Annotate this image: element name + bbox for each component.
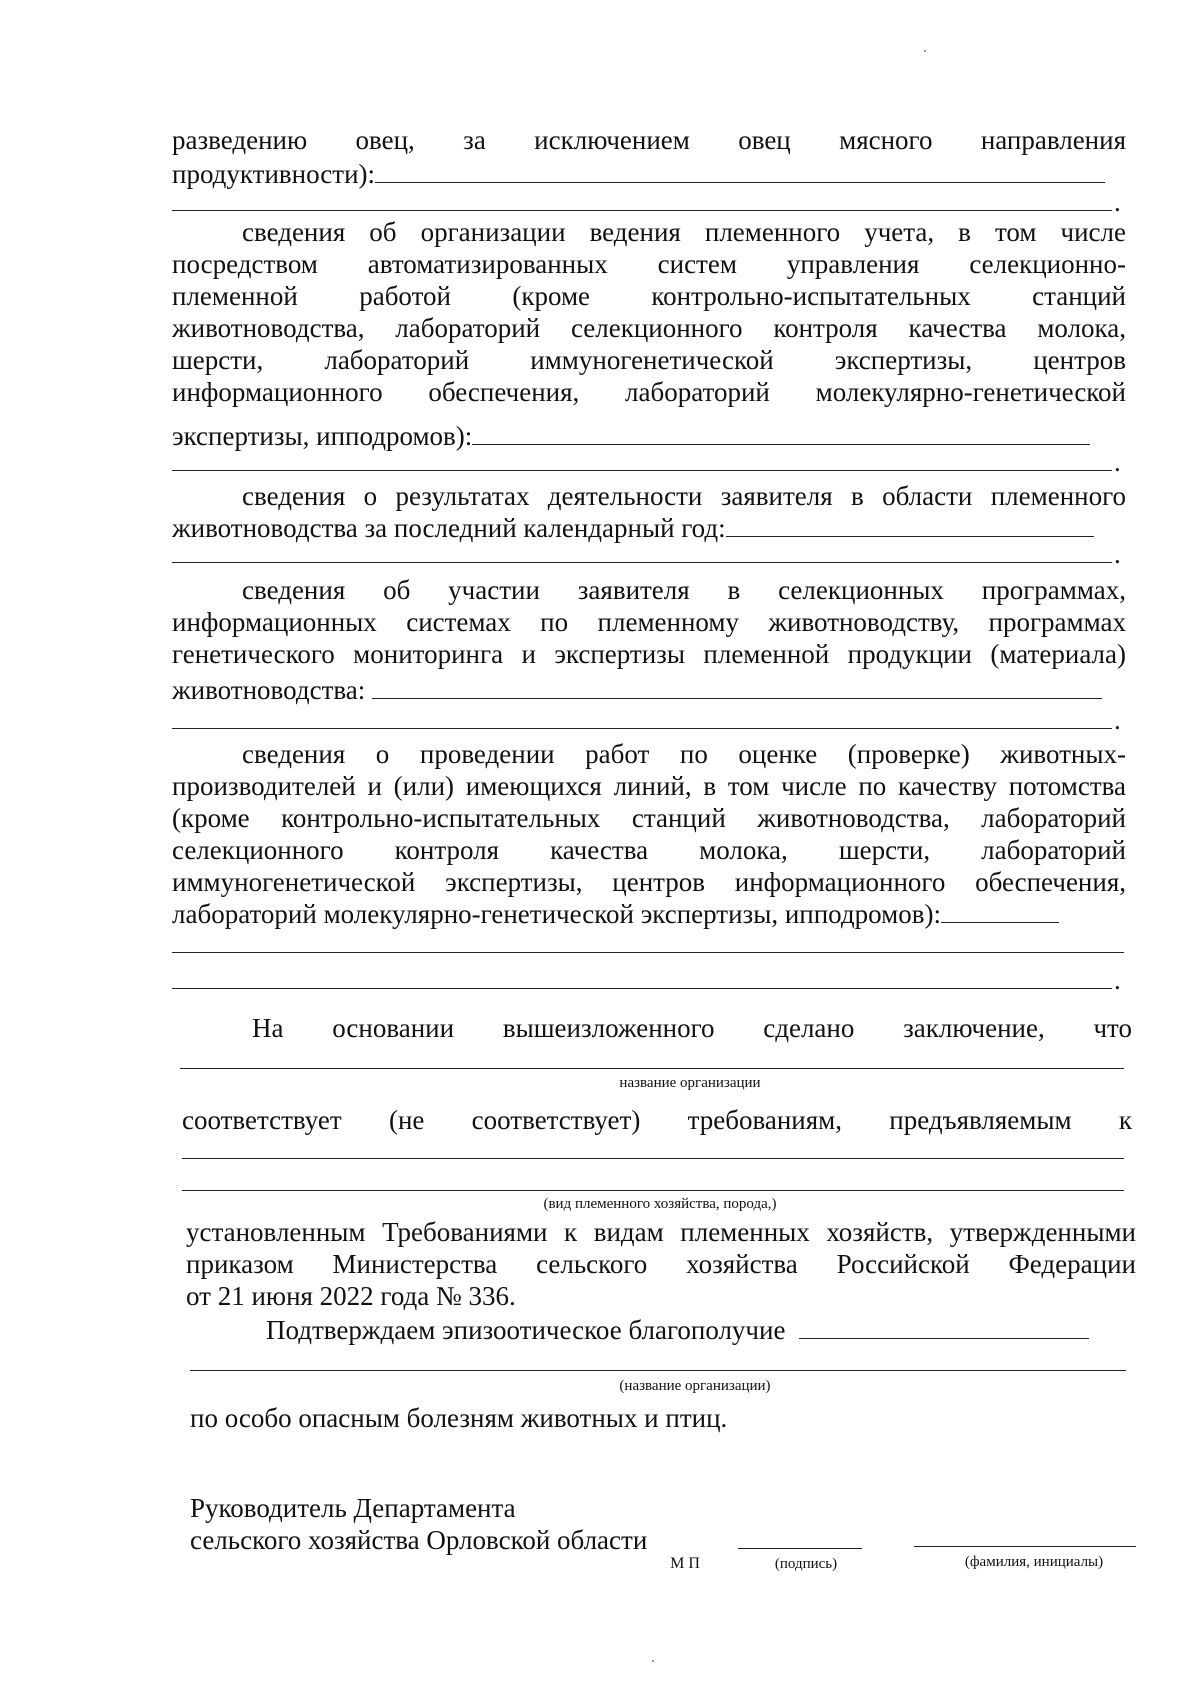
org-name-line — [180, 1068, 1124, 1069]
s3-label: животноводства за последний календарный год: — [172, 513, 726, 543]
conclusion-word: На — [252, 1013, 284, 1043]
s1-label: продуктивности): — [172, 159, 376, 189]
s4-fill-line — [372, 676, 1102, 699]
conclusion-word: соответствует — [182, 1105, 342, 1135]
mp-label: М П — [670, 1555, 700, 1572]
s4-blank-line — [172, 728, 1112, 729]
conclusion-line3-last: от 21 июня 2022 года № 336. — [186, 1281, 516, 1311]
s3-blank-line — [172, 562, 1112, 563]
s5-blank-line-2 — [172, 988, 1112, 989]
type-line-2 — [182, 1190, 1124, 1191]
conclusion-word: сделано — [763, 1013, 855, 1043]
s5-paragraph — [172, 738, 1126, 898]
s4-paragraph — [172, 574, 1126, 670]
s2-fill-line — [472, 422, 1090, 445]
s4-line: генетического мониторинга и экспертизы племенной продукции (материала) — [172, 639, 1126, 669]
conclusion-paragraph — [186, 1216, 1136, 1280]
name-line — [914, 1546, 1136, 1547]
s5-line: сведения о проведении работ по оценке (проверке) животных- — [242, 739, 1126, 769]
s3-period: . — [1114, 539, 1121, 569]
s3-fill-line — [726, 514, 1094, 537]
conclusion-line: установленным Требованиями к видам племенных хозяйств, утвержденными — [186, 1217, 1136, 1247]
signature-title-2: сельского хозяйства Орловской области — [190, 1525, 648, 1555]
conclusion-line: приказом Министерства сельского хозяйства Российской Федерации — [186, 1249, 1136, 1279]
conclusion-line1 — [252, 1012, 1132, 1044]
conclusion-word: соответствует) — [471, 1105, 641, 1135]
s2-last-line — [172, 420, 1090, 452]
signature-line — [738, 1548, 862, 1549]
confirm-after: по особо опасным болезням животных и птиц. — [190, 1403, 728, 1433]
org-name-caption: название организации — [619, 1075, 761, 1091]
confirm-org-line — [190, 1370, 1126, 1371]
confirm-line — [266, 1314, 1089, 1346]
s1-blank-line — [172, 210, 1112, 211]
s2-period: . — [1114, 447, 1121, 477]
confirm-text: Подтверждаем эпизоотическое благополучие — [266, 1315, 786, 1345]
s4-last-line — [172, 674, 1102, 706]
conclusion-word: (не — [388, 1105, 425, 1135]
signature-title-1: Руководитель Департамента — [190, 1493, 516, 1523]
conclusion-word: что — [1093, 1013, 1132, 1043]
s5-period: . — [1114, 965, 1121, 995]
s2-line: племенной работой (кроме контрольно-испытательных станций — [172, 281, 1126, 311]
s5-blank-line-1 — [172, 952, 1124, 953]
type-line-1 — [182, 1158, 1124, 1159]
s5-line: селекционного контроля качества молока, шерсти, лабораторий — [172, 835, 1126, 865]
conclusion-line2 — [182, 1104, 1132, 1136]
s3-line1: сведения о результатах деятельности заявителя в области племенного — [242, 481, 1126, 511]
s4-label: животноводства: — [172, 675, 366, 705]
s2-line: шерсти, лабораторий иммуногенетической экспертизы, центров — [172, 345, 1126, 375]
conclusion-word: к — [1118, 1105, 1132, 1135]
s2-line: посредством автоматизированных систем управления селекционно- — [172, 249, 1126, 279]
type-caption: (вид племенного хозяйства, порода,) — [543, 1196, 777, 1212]
s5-line: иммуногенетической экспертизы, центров информационного обеспечения, — [172, 867, 1126, 897]
s3-last-line — [172, 512, 1094, 544]
scan-speck — [924, 50, 926, 52]
s5-line: производителей и (или) имеющихся линий, в том числе по качеству потомства — [172, 771, 1126, 801]
s4-period: . — [1114, 705, 1121, 735]
s5-label: лабораторий молекулярно-генетической экспертизы, ипподромов): — [172, 899, 941, 929]
s4-line: сведения об участии заявителя в селекционных программах, — [242, 575, 1126, 605]
s2-blank-line — [172, 470, 1112, 471]
s4-line: информационных системах по племенному животноводству, программах — [172, 607, 1126, 637]
confirm-fill-line — [799, 1316, 1089, 1339]
s2-label: экспертизы, ипподромов): — [172, 421, 473, 451]
s2-line: животноводства, лабораторий селекционного контроля качества молока, — [172, 313, 1126, 343]
s1-fill-line — [375, 160, 1105, 183]
s2-line: информационного обеспечения, лабораторий молекулярно-генетической — [172, 377, 1126, 407]
s1-line1: разведению овец, за исключением овец мясного направления — [172, 125, 1126, 155]
s1-period: . — [1114, 187, 1121, 217]
conclusion-word: предъявляемым — [889, 1105, 1072, 1135]
conclusion-word: заключение, — [903, 1013, 1045, 1043]
s2-paragraph — [172, 216, 1126, 408]
confirm-org-caption: (название организации) — [619, 1378, 771, 1394]
s5-last-line — [172, 898, 1059, 930]
scan-speck — [652, 1660, 654, 1662]
s5-line: (кроме контрольно-испытательных станций животноводства, лабораторий — [172, 803, 1126, 833]
s5-fill-line — [941, 900, 1059, 923]
s1-line2 — [172, 158, 1112, 190]
conclusion-word: основании — [332, 1013, 455, 1043]
conclusion-word: вышеизложенного — [502, 1013, 715, 1043]
conclusion-word: требованиям, — [687, 1105, 843, 1135]
name-caption: (фамилия, инициалы) — [964, 1554, 1104, 1570]
s2-line: сведения об организации ведения племенного учета, в том числе — [242, 217, 1126, 247]
signature-caption: (подпись) — [774, 1556, 838, 1572]
